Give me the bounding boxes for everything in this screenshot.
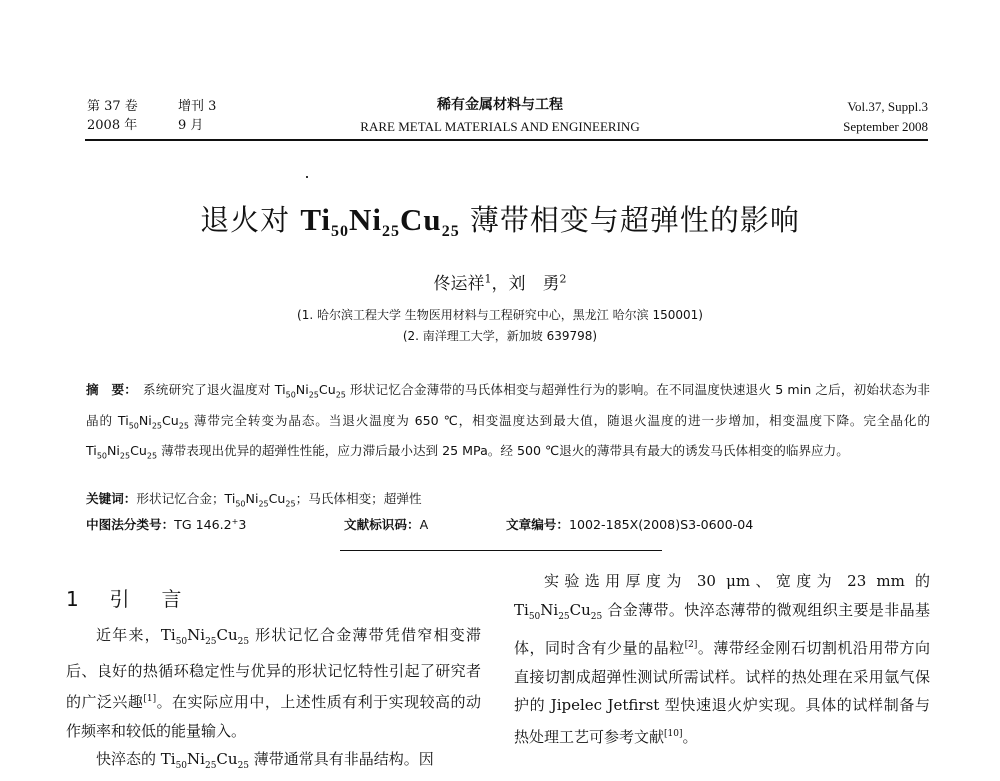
author-2-affiliation-mark: 2 [559, 272, 567, 286]
left-paragraph-1: 近年来，$Ti_{50}Ni_{25}Cu_{25}$ 形状记忆合金薄带凭借窄相变滞后、良好的热循环稳定性与优异的形状记忆特性引起了研究者的广泛兴趣[1]。在实际应用中，上述性质有利于实现较高的动作频率和较低的能量输入。 [66, 626, 481, 740]
section-title: 引 言 [109, 587, 188, 611]
header-year-cn: 2008 年 [87, 118, 138, 133]
keywords-label: 关键词： [86, 491, 137, 506]
title-prefix: 退火对 [200, 203, 301, 237]
author-1-affiliation-mark: 1 [484, 272, 492, 286]
affiliation-2: (2. 南洋理工大学，新加坡 639798) [402, 329, 598, 343]
paper-title [0, 198, 1000, 241]
header-supplement-cn: 增刊 3 [178, 99, 217, 114]
author-line [0, 269, 1000, 294]
clc-code: 中图法分类号：TG 146.2+3 [86, 516, 247, 532]
speck [306, 176, 308, 178]
left-paragraph-2: 快淬态的 $Ti_{50}Ni_{25}Cu_{25}$ 薄带通常具有非晶结构。因 [96, 750, 434, 772]
header-volume-cn: 第 37 卷 [87, 99, 138, 114]
title-suffix: 薄带相变与超弹性的影响 [459, 203, 800, 237]
separator-rule [340, 550, 662, 551]
journal-title-en: RARE METAL MATERIALS AND ENGINEERING [360, 119, 640, 134]
section-heading [66, 583, 187, 612]
author-2: 刘 勇 [508, 274, 560, 294]
abstract-label: 摘 要： [86, 382, 138, 397]
header-volume-en: Vol.37, Suppl.3 [847, 99, 928, 114]
document-code: 文献标识码：A [344, 517, 429, 532]
left-column [66, 621, 481, 781]
right-column [514, 567, 930, 752]
header-rule [85, 139, 928, 141]
abstract: 摘 要： 系统研究了退火温度对 $Ti_{50}Ni_{25}Cu_{25}$ 形状记忆合金薄带的马氏体相变与超弹性行为的影响。在不同温度快速退火 5 min 之后，初始状态为非晶的 $Ti_{50}Ni_{25}Cu_{25}$ 薄带完全转变为晶态。当退火温度为 650 ℃，相变温度达到最大值，随退火温度的进一步增加，相变温度下降。完全晶化的 $Ti_{50}Ni_{25}Cu_{25}$ 薄带表现出优异的超弹性性能，应力滞后最小达到 25 MPa。经 500 ℃退火的薄带具有最大的诱发马氏体相变的临界应力。 [86, 382, 931, 461]
keywords: 关键词：形状记忆合金；$Ti_{50}Ni_{25}Cu_{25}$；马氏体相变；超弹性 [86, 491, 422, 509]
journal-title-cn: 稀有金属材料与工程 [437, 97, 563, 113]
title-formula: $Ti_{50}Ni_{25}Cu_{25}$ [300, 202, 460, 240]
author-1: 佟运祥 [433, 274, 485, 294]
article-number: 文章编号：1002-185X(2008)S3-0600-04 [506, 517, 754, 532]
header-month-cn: 9 月 [178, 118, 204, 133]
right-paragraph-1: 实验选用厚度为 30 μm、宽度为 23 mm 的 $Ti_{50}Ni_{25}Cu_{25}$ 合金薄带。快淬态薄带的微观组织主要是非晶基体，同时含有少量的晶粒[2]。薄带经金刚石切割机沿用带方向直接切割成超弹性测试所需试样。试样的热处理在采用氩气保护的 Jipelec Jetfirst 型快速退火炉实现。具体的试样制备与热处理工艺可参考文献[10]。 [514, 572, 930, 746]
header-date-en: September 2008 [843, 119, 928, 134]
affiliation-1: (1. 哈尔滨工程大学 生物医用材料与工程研究中心，黑龙江 哈尔滨 150001) [297, 308, 703, 322]
section-number: 1 [66, 587, 85, 611]
author-separator: ， [491, 274, 509, 294]
